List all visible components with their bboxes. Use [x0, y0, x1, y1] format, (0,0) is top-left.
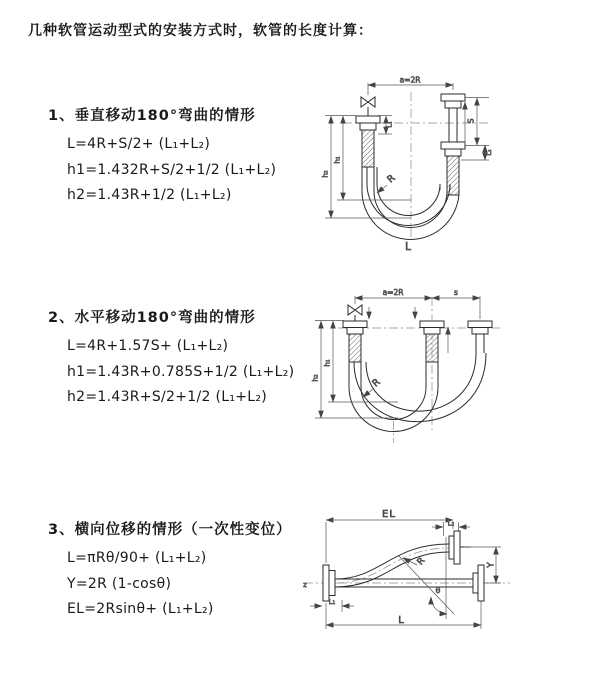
- dim-h2: h₂: [311, 374, 320, 382]
- label-radius: R: [415, 555, 428, 568]
- section-vertical-movement: [48, 104, 338, 209]
- dim-l2: L₂: [447, 519, 455, 528]
- dim-y: Y: [486, 562, 497, 568]
- formula-length: L=4R+1.57S+ (L₁+L₂): [67, 338, 229, 354]
- center-lines: [338, 297, 500, 443]
- dim-h1: h₁: [333, 156, 342, 164]
- dim-s: S: [466, 118, 476, 124]
- section-lateral-displacement: [48, 518, 338, 623]
- label-theta: θ: [435, 586, 441, 595]
- label-length: L: [405, 241, 411, 253]
- dim-el: EL: [382, 509, 396, 520]
- left-pipe-assembly: [343, 305, 367, 362]
- braided-hose-section: [349, 334, 361, 362]
- formula-h2: h2=1.43R+S/2+1/2 (L₁+L₂): [67, 389, 268, 405]
- page-title: 几种软管运动型式的安装方式时，软管的长度计算：: [28, 23, 373, 39]
- left-pipe-assembly: [356, 97, 380, 167]
- right-pipe-assembly: [441, 94, 465, 195]
- diagram-horizontal-180-bend: [308, 283, 588, 458]
- formula-y: Y=2R (1-cosθ): [67, 575, 172, 592]
- diagram-lateral-displacement: [296, 503, 596, 643]
- top-right-flange: [449, 531, 471, 564]
- formula-h1: h1=1.432R+S/2+1/2 (L₁+L₂): [67, 161, 277, 178]
- section-3-heading: 3、横向位移的情形（一次性变位）: [48, 522, 292, 538]
- right-flange: [473, 565, 484, 601]
- dimensions: [303, 509, 501, 629]
- label-radius: R: [385, 172, 398, 186]
- dim-h2: h₂: [321, 170, 330, 178]
- braided-hose-section: [426, 334, 438, 362]
- dim-a-2r: a=2R: [382, 288, 404, 297]
- dim-a-2r: a=2R: [399, 75, 421, 85]
- middle-pipe-assembly: [420, 321, 444, 362]
- formula-h2: h2=1.43R+1/2 (L₁+L₂): [67, 187, 232, 203]
- diagram-vertical-180-bend: [315, 72, 590, 262]
- dim-l1: L₁: [328, 598, 336, 606]
- dim-l: L: [398, 615, 404, 626]
- formula-el: EL=2Rsinθ+ (L₁+L₂): [67, 601, 214, 617]
- dim-l1: L₁: [385, 121, 394, 128]
- construction-lines: [398, 537, 454, 619]
- centerline-break-mark: z: [303, 581, 307, 589]
- valve-icon: [348, 305, 362, 315]
- section-2-heading: 2、水平移动180°弯曲的情形: [48, 310, 256, 326]
- dim-l2: L₂: [485, 149, 493, 156]
- braided-hose-section: [447, 156, 459, 195]
- valve-icon: [361, 97, 375, 107]
- formula-length: L=πRθ/90+ (L₁+L₂): [67, 550, 207, 566]
- label-radius: R: [370, 376, 383, 390]
- formula-h1: h1=1.43R+0.785S+1/2 (L₁+L₂): [67, 363, 295, 380]
- dimensions: [322, 76, 494, 254]
- u-bend-hoses: [362, 167, 459, 240]
- dimensions: [312, 288, 481, 418]
- right-pipe-assembly: [468, 321, 492, 353]
- dim-s: s: [454, 288, 458, 297]
- section-horizontal-movement: [48, 306, 338, 411]
- left-flange: [323, 565, 335, 601]
- u-bend-hoses: [349, 353, 486, 432]
- section-1-heading: 1、垂直移动180°弯曲的情形: [48, 108, 256, 124]
- formula-length: L=4R+S/2+ (L₁+L₂): [67, 136, 211, 152]
- braided-hose-section: [362, 130, 374, 167]
- dim-h1: h₁: [323, 359, 332, 367]
- displaced-hose-s-curve: [335, 544, 449, 587]
